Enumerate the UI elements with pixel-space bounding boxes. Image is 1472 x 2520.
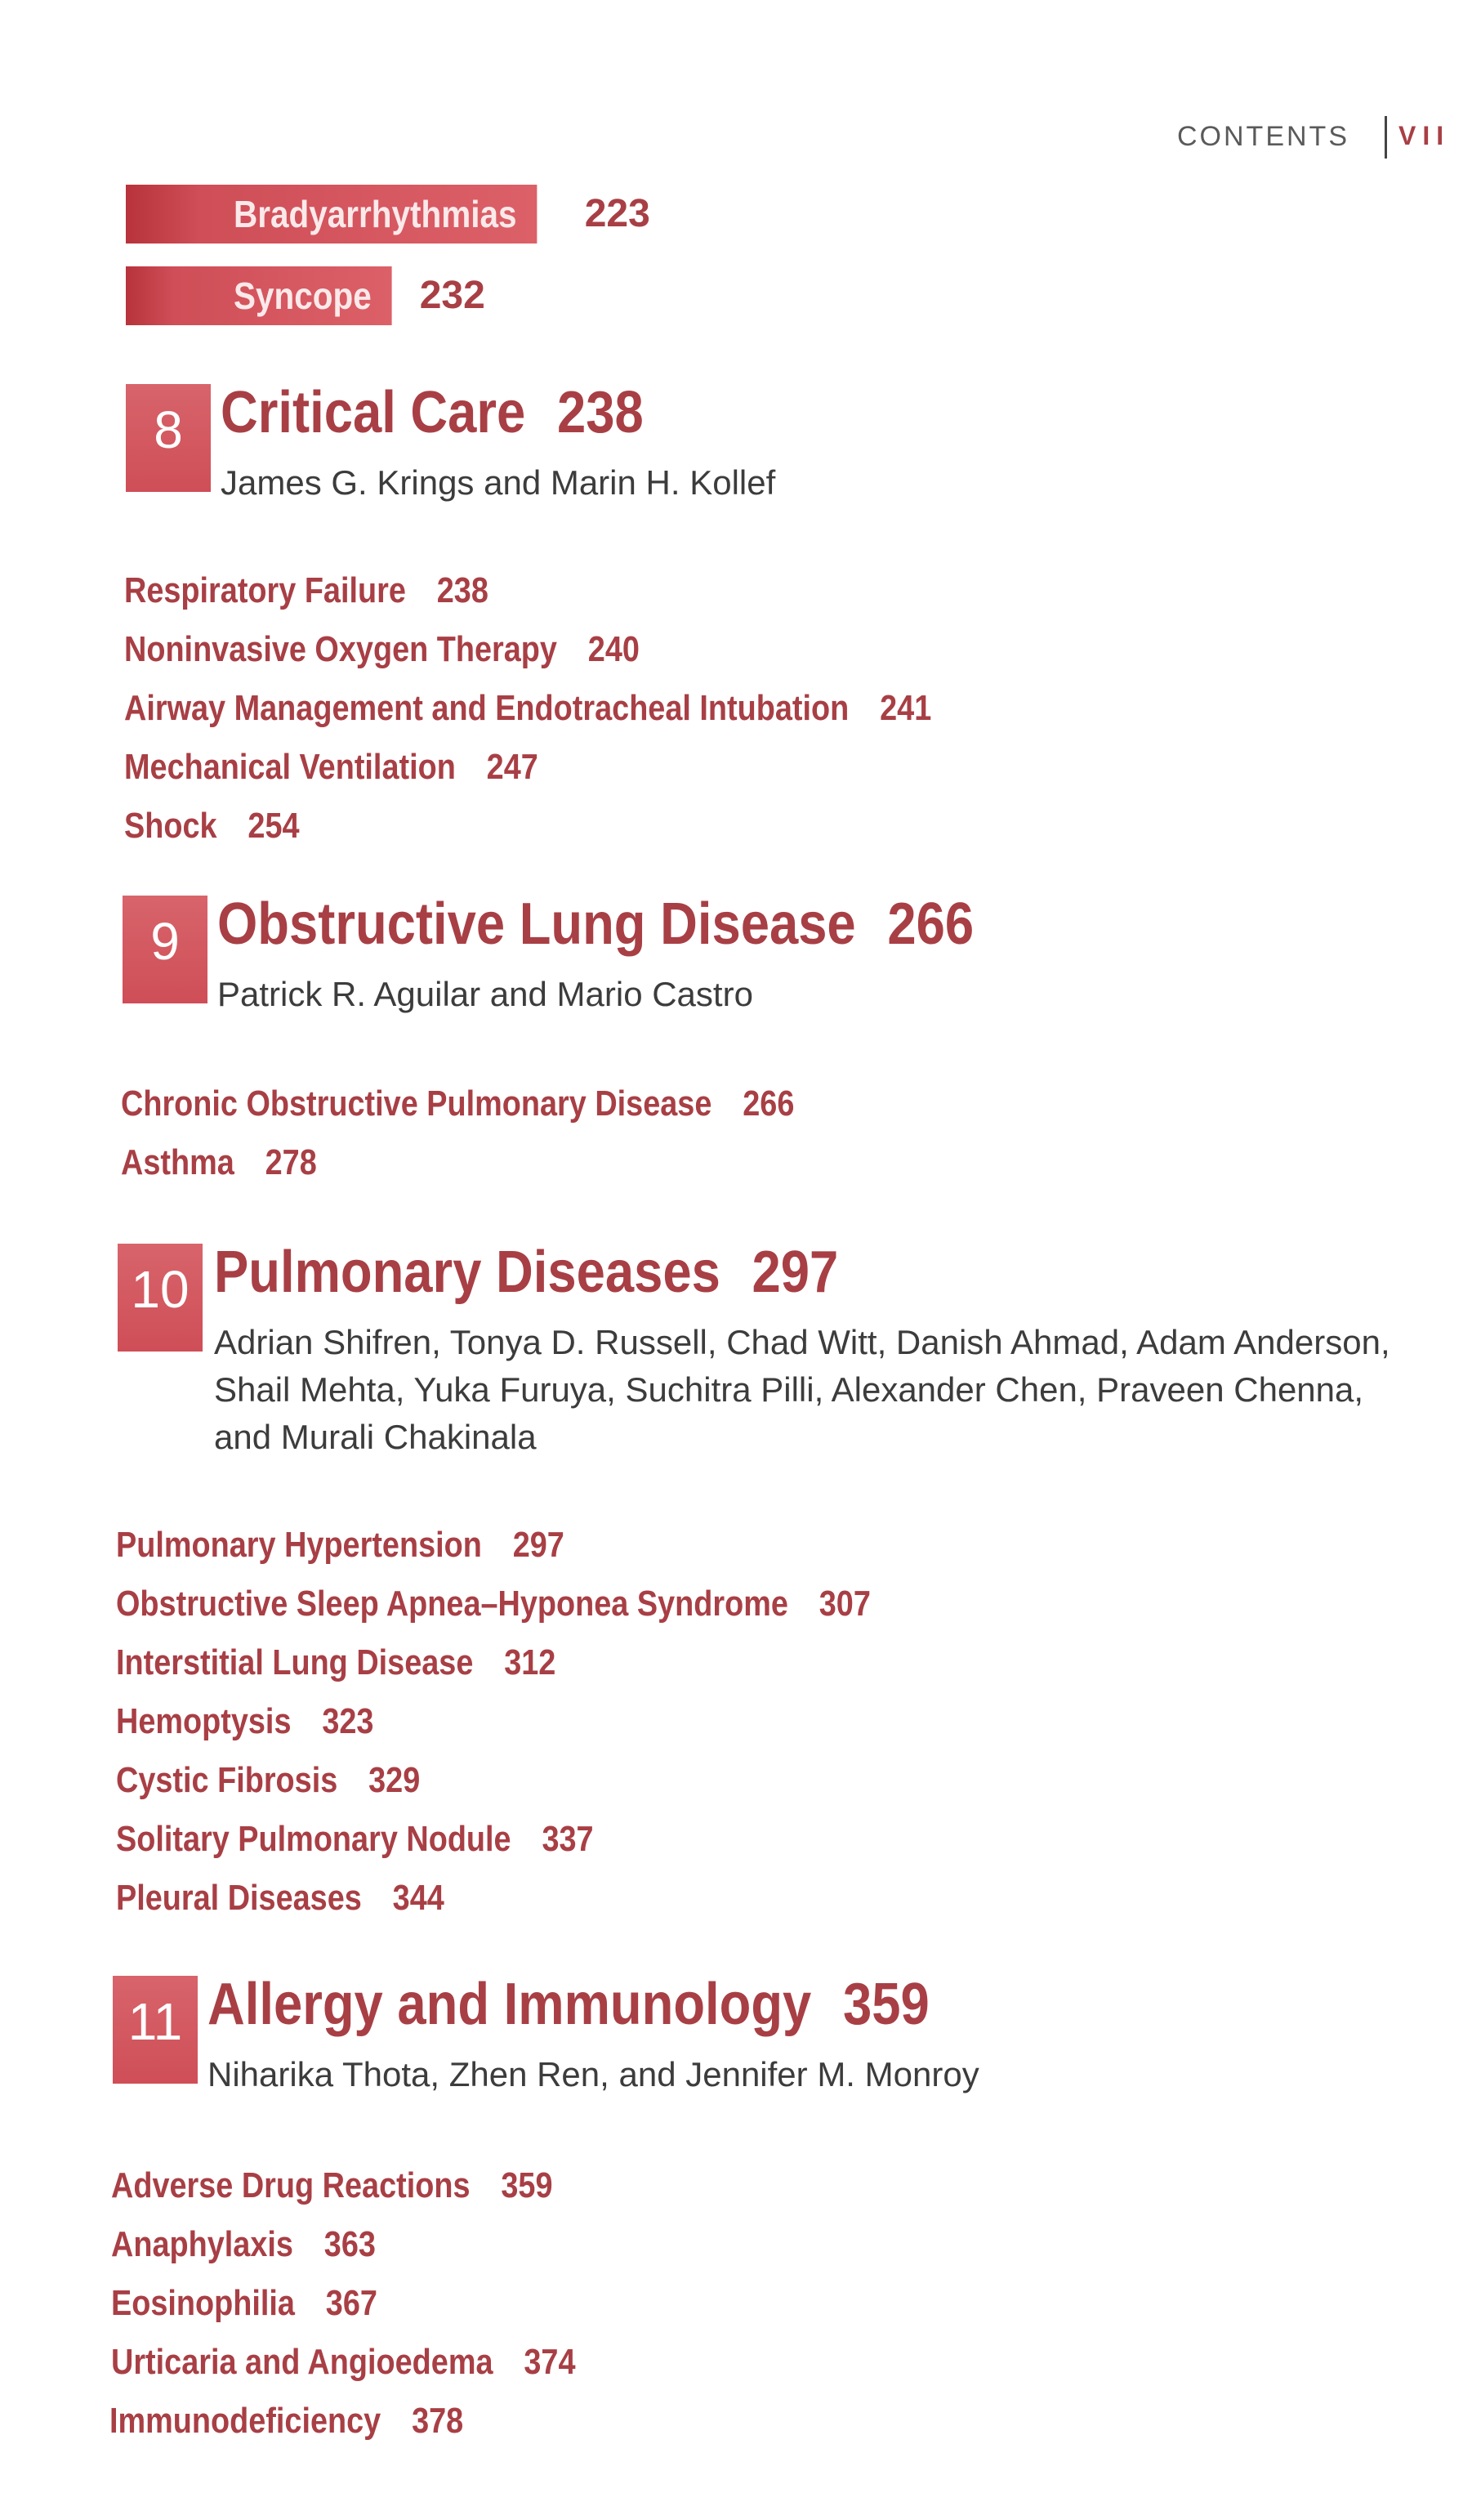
toc-entry[interactable]	[124, 747, 538, 788]
chapter-title-text: Critical Care	[221, 380, 526, 445]
toc-entry-title: Noninvasive Oxygen Therapy	[124, 629, 557, 669]
running-header-label: CONTENTS	[1177, 121, 1349, 152]
toc-entry-page: 240	[587, 629, 640, 669]
toc-entry-page: 238	[436, 570, 488, 610]
toc-entry-page: 363	[323, 2224, 376, 2264]
toc-entry-title: Shock	[124, 806, 217, 846]
toc-entry[interactable]	[111, 2283, 377, 2324]
toc-entry[interactable]	[116, 1819, 594, 1860]
toc-entry-page: 247	[486, 747, 538, 787]
toc-entry-page: 266	[743, 1084, 795, 1124]
toc-entry-title: Adverse Drug Reactions	[111, 2165, 471, 2205]
toc-entry-page: 241	[880, 688, 932, 728]
toc-entry-title: Solitary Pulmonary Nodule	[116, 1819, 511, 1859]
toc-entry-title: Asthma	[121, 1142, 234, 1182]
chapter-page: 359	[843, 1972, 930, 2037]
toc-entry-title: Anaphylaxis	[111, 2224, 293, 2264]
chapter-title	[214, 1239, 838, 1306]
toc-entry[interactable]	[111, 2165, 552, 2206]
chapter-authors-line: and Murali Chakinala	[214, 1418, 537, 1456]
chapter-title-text: Obstructive Lung Disease	[217, 891, 856, 957]
toc-entry-title: Airway Management and Endotracheal Intubation	[124, 688, 850, 728]
toc-entry-page: 312	[504, 1642, 556, 1682]
toc-entry-page: 367	[325, 2283, 377, 2323]
toc-entry-page: 374	[524, 2342, 576, 2382]
running-header-page-number: VII	[1398, 121, 1451, 150]
toc-entry-page: 359	[501, 2165, 553, 2205]
toc-entry-page: 329	[368, 1760, 421, 1800]
chapter-number-box: 9	[123, 896, 207, 1003]
chapter-authors: Niharika Thota, Zhen Ren, and Jennifer M. Monroy	[207, 2055, 979, 2093]
toc-entry-title: Pulmonary Hypertension	[116, 1525, 482, 1565]
toc-entry-page: 297	[512, 1525, 564, 1565]
toc-entry-title: Eosinophilia	[111, 2283, 295, 2323]
toc-entry[interactable]	[109, 2401, 463, 2442]
toc-entry-title: Urticaria and Angioedema	[111, 2342, 493, 2382]
chapter-number-box: 10	[118, 1244, 203, 1352]
chapter-page: 238	[557, 380, 644, 445]
chapter-authors-line: Shail Mehta, Yuka Furuya, Suchitra Pilli, Alexander Chen, Praveen Chenna,	[214, 1370, 1364, 1409]
toc-entry[interactable]	[111, 2224, 376, 2265]
toc-entry-page: 378	[412, 2401, 464, 2441]
toc-entry[interactable]	[116, 1584, 871, 1624]
chapter-title-text: Allergy and Immunology	[207, 1972, 812, 2037]
chapter-authors-line: Adrian Shifren, Tonya D. Russell, Chad Witt, Danish Ahmad, Adam Anderson,	[214, 1323, 1390, 1361]
chapter-title	[217, 891, 974, 958]
chapter-page: 266	[887, 891, 975, 957]
chapter-title	[207, 1971, 930, 2038]
toc-banner-page: 232	[419, 274, 485, 317]
toc-banner-title: Bradyarrhythmias	[126, 185, 537, 244]
chapter-authors	[214, 1319, 1472, 1461]
toc-banner-title: Syncope	[126, 266, 391, 325]
toc-entry-title: Mechanical Ventilation	[124, 747, 456, 787]
toc-entry-page: 323	[322, 1701, 374, 1741]
toc-entry-title: Respiratory Failure	[124, 570, 406, 610]
chapter-number-box: 8	[126, 384, 211, 492]
toc-entry[interactable]	[124, 570, 488, 611]
toc-entry[interactable]	[116, 1701, 373, 1742]
toc-entry[interactable]	[124, 629, 640, 670]
toc-banner-page: 223	[584, 192, 650, 235]
toc-entry[interactable]	[124, 688, 931, 729]
toc-entry[interactable]	[111, 2342, 576, 2383]
toc-entry-title: Hemoptysis	[116, 1701, 292, 1741]
toc-entry-page: 278	[265, 1142, 317, 1182]
toc-entry[interactable]	[121, 1142, 317, 1183]
toc-entry-title: Cystic Fibrosis	[116, 1760, 338, 1800]
toc-entry-page: 337	[542, 1819, 594, 1859]
toc-entry-title: Obstructive Sleep Apnea–Hyponea Syndrome	[116, 1584, 788, 1624]
toc-entry[interactable]	[121, 1084, 794, 1124]
chapter-authors: James G. Krings and Marin H. Kollef	[221, 463, 776, 502]
running-header	[0, 121, 1472, 162]
chapter-authors: Patrick R. Aguilar and Mario Castro	[217, 975, 753, 1013]
toc-entry-page: 254	[248, 806, 300, 846]
toc-entry[interactable]	[124, 806, 300, 847]
toc-entry-page: 307	[819, 1584, 871, 1624]
chapter-number-box: 11	[113, 1976, 198, 2084]
toc-entry-title: Pleural Diseases	[116, 1878, 362, 1918]
chapter-page: 297	[752, 1240, 839, 1305]
toc-entry[interactable]	[116, 1760, 420, 1801]
toc-banner-entry[interactable]	[126, 185, 650, 244]
toc-entry-title: Interstitial Lung Disease	[116, 1642, 474, 1682]
chapter-title-text: Pulmonary Diseases	[214, 1240, 720, 1305]
toc-banner-entry[interactable]	[126, 266, 485, 325]
running-header-divider	[1385, 116, 1387, 159]
toc-entry-title: Chronic Obstructive Pulmonary Disease	[121, 1084, 712, 1124]
toc-entry-title: Immunodeficiency	[109, 2401, 381, 2441]
toc-entry-page: 344	[392, 1878, 444, 1918]
toc-entry[interactable]	[116, 1642, 555, 1683]
toc-entry[interactable]	[116, 1878, 444, 1919]
chapter-title	[221, 379, 644, 446]
toc-entry[interactable]	[116, 1525, 564, 1566]
